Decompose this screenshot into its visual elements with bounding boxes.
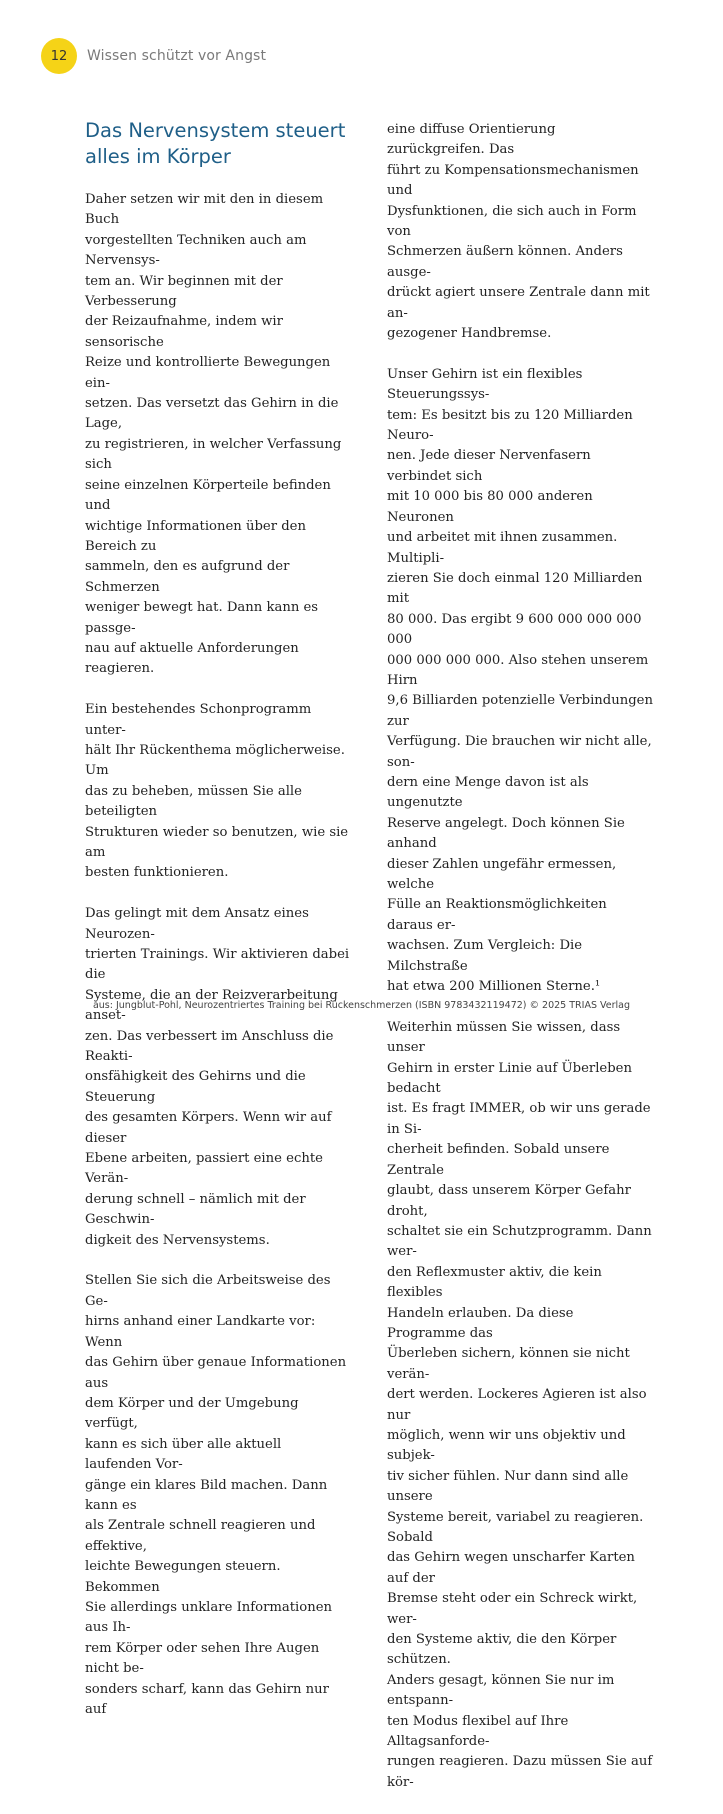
right-column [387, 118, 653, 1814]
paragraph: eine diffuse Orientierung zurückgreifen. Das führt zu Kompensationsmechanismen und Dysfunktionen, die sich auch in Form von Schmerzen äußern können. Anders ausge- drückt agiert unsere Zentrale dann mit an- gezogener Handbremse. [387, 122, 650, 342]
paragraph: Ein bestehendes Schonprogramm unter- hält Ihr Rückenthema möglicherweise. Um das zu beheben, müssen Sie alle beteiligten Strukturen wieder so benutzen, wie sie am besten funktionieren. [85, 702, 349, 881]
paragraph: Weiterhin müssen Sie wissen, dass unser Gehirn in erster Linie auf Überleben bedacht ist. Es fragt IMMER, ob wir uns gerade in Si- cherheit befinden. Sobald unsere Zentrale glaubt, dass unserem Körper Gefahr droht, schaltet sie ein Schutzprogramm. Dann wer- den Reflexmuster aktiv, die kein flexibles Handeln erlauben. Da diese Programme das Überleben sichern, können sie nicht verän- dert werden. Lockeres Agieren ist also nur möglich, wenn wir uns objektiv und subjek- tiv sicher fühlen. Nur dann sind alle unsere Systeme bereit, variabel zu reagieren. Sobald das Gehirn wegen unscharfer Karten auf der Bremse steht oder ein Schreck wirkt, wer- den Systeme aktiv, die den Körper schützen. Anders gesagt, können Sie nur im entspann- ten Modus flexibel auf Ihre Alltagsanforde- rungen reagieren. Dazu müssen Sie auf kör- [387, 1019, 653, 1790]
footer-citation: aus: Jungblut-Pohl, Neurozentriertes Training bei Rückenschmerzen (ISBN 9783432119472) © 2025 TRIAS Verlag [92, 1000, 631, 1011]
paragraph: Das gelingt mit dem Ansatz eines Neurozen- trierten Trainings. Wir aktivieren dabei die Systeme, die an der Reizverarbeitung anset- zen. Das verbessert im Anschluss die Reakti- onsfähigkeit des Gehirns und die Steuerung des gesamten Körpers. Wenn wir auf dieser Ebene arbeiten, passiert eine echte Verän- derung schnell – nämlich mit der Geschwin- digkeit des Nervensystems. [85, 906, 350, 1248]
section-heading: Das Nervensystem steuert alles im Körper [85, 119, 346, 168]
running-title: Wissen schützt vor Angst [87, 48, 267, 64]
paragraph: Daher setzen wir mit den in diesem Buch vorgestellten Techniken auch am Nervensys- tem an. Wir beginnen mit der Verbesserung der Reizaufnahme, indem wir sensorische Reize und kontrollierte Bewegungen ein- setzen. Das versetzt das Gehirn in die Lage, zu registrieren, in welcher Verfassung sich seine einzelnen Körperteile befinden und wichtige Informationen über den Bereich zu sammeln, den es aufgrund der Schmerzen weniger bewegt hat. Dann kann es passge- nau auf aktuelle Anforderungen reagieren. [85, 192, 342, 677]
page-number: 12 [50, 48, 68, 64]
paragraph: Unser Gehirn ist ein flexibles Steuerungssys- tem: Es besitzt bis zu 120 Milliarden Neuro- nen. Jede dieser Nervenfasern verbindet sich mit 10 000 bis 80 000 anderen Neuronen und arbeitet mit ihnen zusammen. Multipli- zieren Sie doch einmal 120 Milliarden mit 80 000. Das ergibt 9 600 000 000 000 000 000 000 000 000. Also stehen unserem Hirn 9,6 Billiarden potenzielle Verbindungen zur Verfügung. Die brauchen wir nicht alle, son- dern eine Menge davon ist als ungenutzte Reserve angelegt. Doch können Sie anhand dieser Zahlen ungefähr ermessen, welche Fülle an Reaktionsmöglichkeiten daraus er- wachsen. Zum Vergleich: Die Milchstraße hat etwa 200 Millionen Sterne.¹ [387, 366, 653, 995]
left-column [85, 118, 351, 1741]
page-number-badge [41, 38, 77, 74]
paragraph: Stellen Sie sich die Arbeitsweise des Ge- hirns anhand einer Landkarte vor: Wenn das Gehirn über genaue Informationen aus dem Körper und der Umgebung verfügt, kann es sich über alle aktuell laufenden Vor- gänge ein klares Bild machen. Dann kann es als Zentrale schnell reagieren und effektive, leichte Bewegungen steuern. Bekommen Sie allerdings unklare Informationen aus Ih- rem Körper oder sehen Ihre Augen nicht be- sonders scharf, kann das Gehirn nur auf [85, 1273, 347, 1718]
